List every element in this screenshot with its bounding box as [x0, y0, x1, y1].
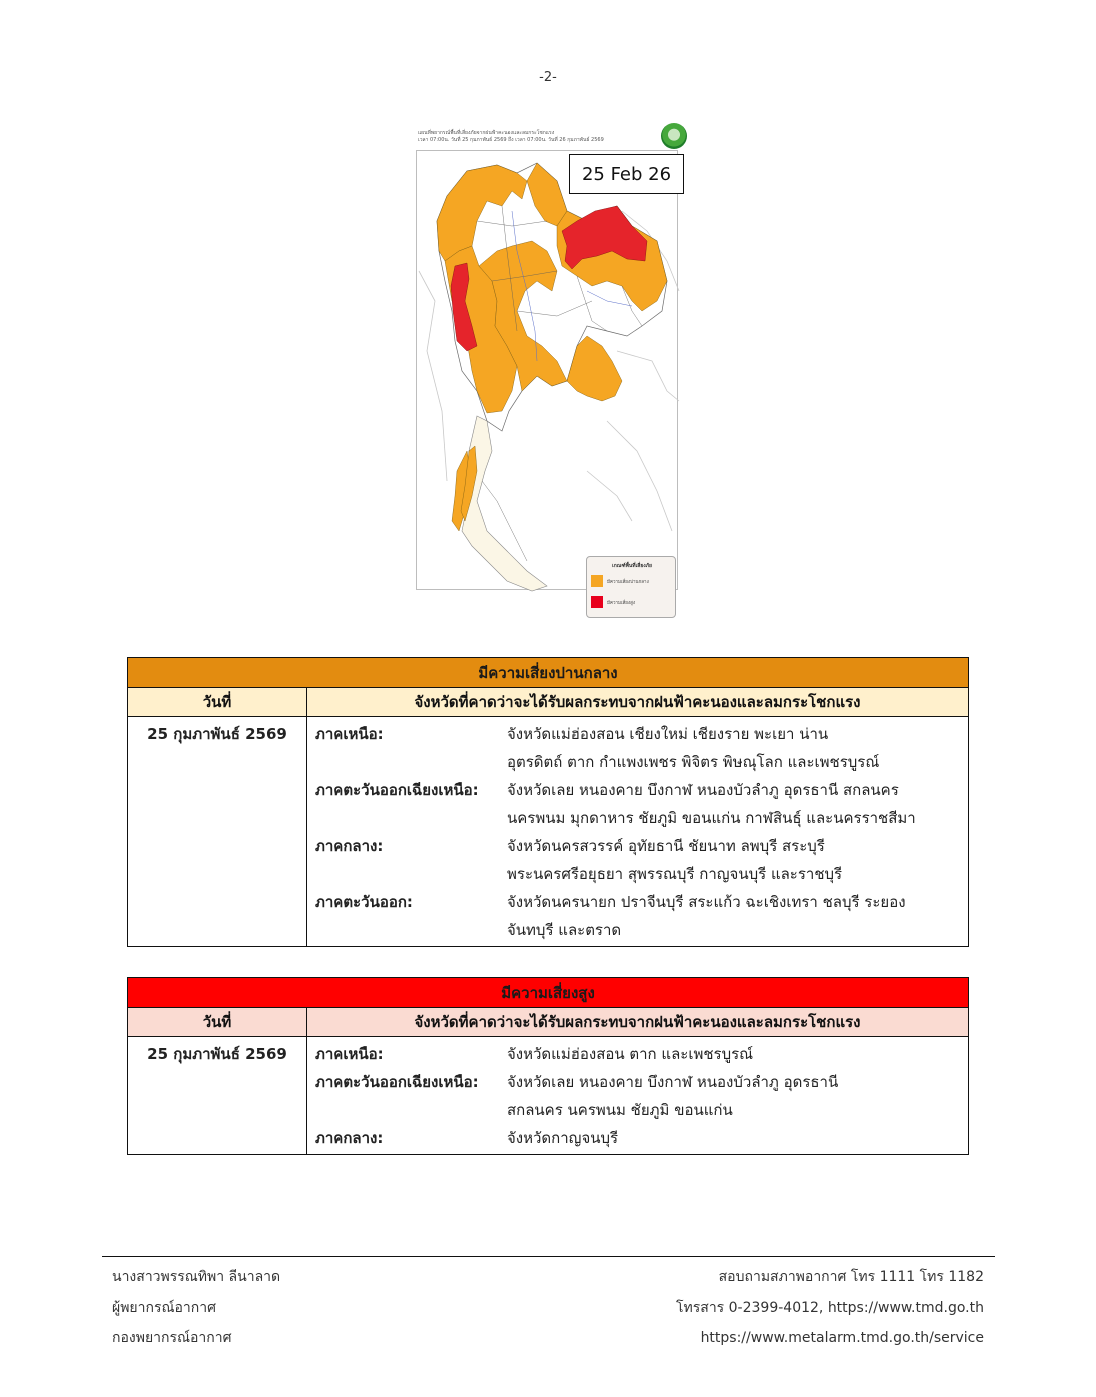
region-name: ภาคกลาง: [315, 837, 384, 855]
region-name: ภาคตะวันออกเฉียงเหนือ: [315, 781, 479, 799]
region-row-north [315, 1040, 968, 1068]
forecaster-division: กองพยากรณ์อากาศ [112, 1330, 232, 1346]
region-provinces: จังหวัดเลย หนองคาย บึงกาฬ หนองบัวลำภู อุดรธานี สกลนคร นครพนม ชัยภูมิ ขอนแก่น [507, 1073, 839, 1119]
footer-divider [102, 1256, 995, 1257]
legend-item-moderate [591, 574, 649, 588]
legend-item-high [591, 595, 635, 609]
moderate-risk-table [127, 657, 969, 947]
region-name: ภาคตะวันออกเฉียงเหนือ: [315, 1073, 479, 1091]
col-header-provinces: จังหวัดที่คาดว่าจะได้รับผลกระทบจากฝนฟ้าคะนองและลมกระโชกแรง [307, 688, 969, 717]
contact-service-url[interactable]: https://www.metalarm.tmd.go.th/service [700, 1330, 984, 1346]
map-caption [418, 130, 658, 144]
high-risk-title: มีความเสี่ยงสูง [128, 978, 969, 1008]
risk-map-figure [416, 120, 678, 606]
legend-swatch-high [591, 596, 603, 608]
regions-cell [307, 1037, 969, 1155]
region-name: ภาคตะวันออก: [315, 893, 413, 911]
table-row [128, 1037, 969, 1155]
contact-phone: สอบถามสภาพอากาศ โทร 1111 โทร 1182 [718, 1269, 984, 1285]
moderate-risk-title: มีความเสี่ยงปานกลาง [128, 658, 969, 688]
region-name: ภาคกลาง: [315, 1129, 384, 1147]
region-row-northeast [315, 1068, 968, 1124]
contact-fax-website: โทรสาร 0-2399-4012, https://www.tmd.go.th [676, 1299, 984, 1316]
vietnam-coast-outline [607, 421, 672, 531]
page-number: -2- [539, 70, 557, 85]
region-row-central [315, 832, 968, 888]
map-date-stamp: 25 Feb 26 [569, 154, 684, 194]
region-provinces: จังหวัดกาญจนบุรี [507, 1129, 619, 1147]
forecaster-title: ผู้พยากรณ์อากาศ [112, 1299, 216, 1316]
map-svg [417, 151, 679, 591]
region-provinces: จังหวัดแม่ฮ่องสอน ตาก และเพชรบูรณ์ [507, 1045, 754, 1063]
legend-swatch-moderate [591, 575, 603, 587]
myanmar-coast-outline [419, 271, 447, 481]
map-legend [586, 556, 676, 618]
gulf-islands-outline [587, 471, 632, 521]
thailand-risk-map [416, 150, 678, 606]
region-row-northeast [315, 776, 968, 832]
legend-label-high: มีความเสี่ยงสูง [607, 600, 636, 606]
region-provinces: จังหวัดเลย หนองคาย บึงกาฬ หนองบัวลำภู อุดรธานี สกลนคร นครพนม มุกดาหาร ชัยภูมิ ขอนแก่น กาฬสินธุ์ และนครราชสีมา [507, 781, 916, 827]
region-name: ภาคเหนือ: [315, 1045, 384, 1063]
legend-label-moderate: มีความเสี่ยงปานกลาง [607, 579, 649, 585]
map-caption-line-2: เวลา 07:00น. วันที่ 25 กุมภาพันธ์ 2569 ถึง เวลา 07:00น. วันที่ 26 กุมภาพันธ์ 2569 [418, 137, 604, 143]
high-risk-table [127, 977, 969, 1155]
cambodia-outline [617, 351, 679, 401]
region-row-north [315, 720, 968, 776]
region-provinces: จังหวัดแม่ฮ่องสอน เชียงใหม่ เชียงราย พะเยา น่าน อุตรดิตถ์ ตาก กำแพงเพชร พิจิตร พิษณุโลก และเพชรบูรณ์ [507, 725, 880, 771]
footer-forecaster [112, 1262, 280, 1354]
regions-cell [307, 717, 969, 947]
col-header-provinces: จังหวัดที่คาดว่าจะได้รับผลกระทบจากฝนฟ้าคะนองและลมกระโชกแรง [307, 1008, 969, 1037]
table-row [128, 717, 969, 947]
region-provinces: จังหวัดนครนายก ปราจีนบุรี สระแก้ว ฉะเชิงเทรา ชลบุรี ระยอง จันทบุรี และตราด [507, 893, 906, 939]
col-header-date: วันที่ [128, 688, 307, 717]
legend-title: เกณฑ์พื้นที่เสี่ยงภัย [612, 563, 652, 569]
region-name: ภาคเหนือ: [315, 725, 384, 743]
region-row-east [315, 888, 968, 944]
tmd-logo-icon [661, 123, 687, 149]
footer-contact [676, 1262, 984, 1354]
map-caption-line-1: แผนที่พยากรณ์พื้นที่เสี่ยงภัยจากฝนฟ้าคะนองและลมกระโชกแรง [418, 130, 555, 136]
col-header-date: วันที่ [128, 1008, 307, 1037]
forecaster-name: นางสาวพรรณทิพา ลีนาลาด [112, 1269, 281, 1285]
date-cell: 25 กุมภาพันธ์ 2569 [128, 1037, 307, 1155]
region-provinces: จังหวัดนครสวรรค์ อุทัยธานี ชัยนาท ลพบุรี สระบุรี พระนครศรีอยุธยา สุพรรณบุรี กาญจนบุรี และราชบุรี [507, 837, 843, 883]
date-cell: 25 กุมภาพันธ์ 2569 [128, 717, 307, 947]
region-row-central [315, 1124, 968, 1152]
land-south [462, 416, 547, 591]
